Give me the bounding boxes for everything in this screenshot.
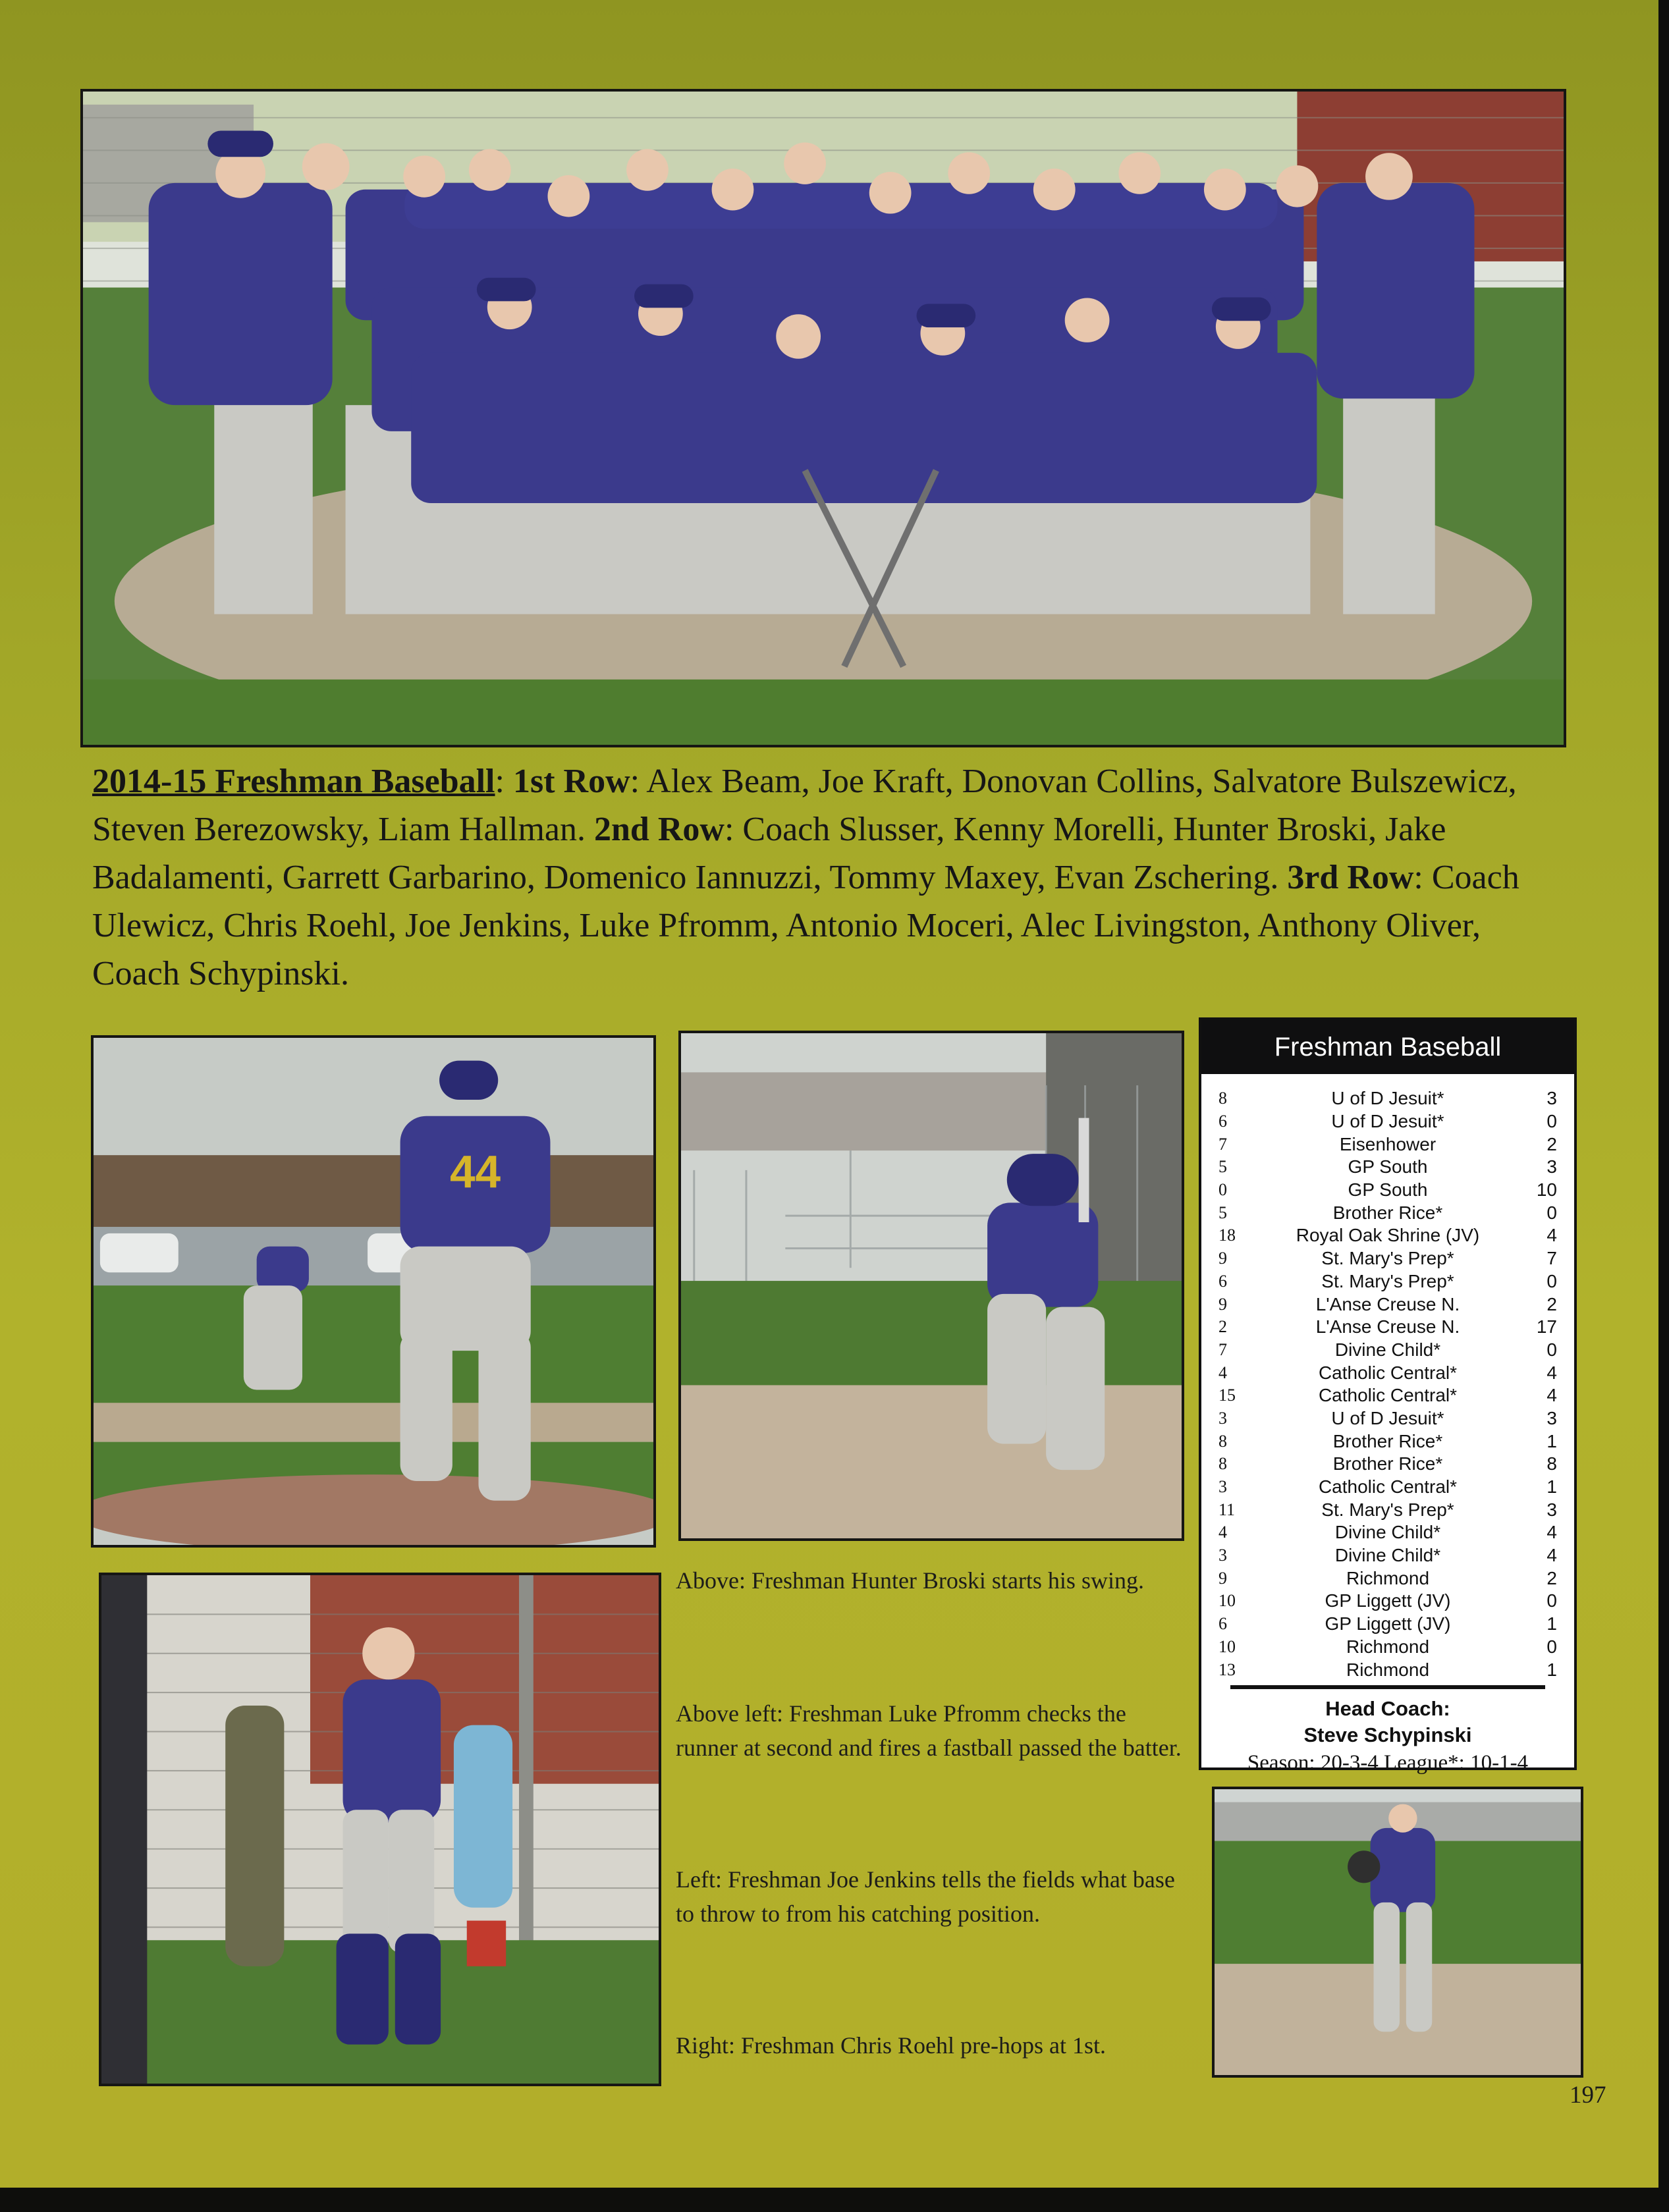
schedule-row (1218, 1544, 1557, 1567)
opponent-score: 0 (1546, 1111, 1557, 1132)
our-score: 6 (1218, 1112, 1227, 1131)
our-score: 8 (1218, 1454, 1227, 1474)
pitcher-photo-image (94, 1038, 653, 1545)
opponent-score: 4 (1546, 1385, 1557, 1406)
opponent-name: GP Liggett (JV) (1325, 1590, 1451, 1611)
opponent-name: Richmond (1346, 1636, 1430, 1657)
opponent-score: 2 (1546, 1567, 1557, 1588)
our-score: 15 (1218, 1386, 1236, 1405)
opponent-name: Royal Oak Shrine (JV) (1296, 1225, 1480, 1246)
opponent-name: L'Anse Creuse N. (1315, 1293, 1460, 1314)
opponent-score: 3 (1546, 1407, 1557, 1428)
team-roster-caption (92, 757, 1541, 998)
schedule-box (1199, 1017, 1577, 1775)
schedule-row (1218, 1636, 1557, 1659)
schedule-row (1218, 1498, 1557, 1521)
opponent-score: 4 (1546, 1522, 1557, 1543)
catcher-photo-image (101, 1575, 659, 2084)
caption-right: Right: Freshman Chris Roehl pre-hops at 1st. (676, 2032, 1106, 2059)
schedule-row (1218, 1521, 1557, 1544)
schedule-row (1218, 1658, 1557, 1681)
opponent-score: 1 (1546, 1613, 1557, 1634)
opponent-score: 1 (1546, 1430, 1557, 1451)
schedule-row (1218, 1476, 1557, 1499)
head-coach-label: Head Coach: (1325, 1696, 1450, 1720)
opponent-score: 1 (1546, 1659, 1557, 1680)
caption-title: 2014-15 Freshman Baseball (92, 763, 495, 800)
schedule-row (1218, 1224, 1557, 1247)
schedule-row (1218, 1339, 1557, 1362)
opponent-score: 17 (1536, 1316, 1557, 1337)
schedule-title: Freshman Baseball (1201, 1020, 1574, 1074)
jersey-number: 44 (449, 1146, 501, 1198)
catcher-photo (99, 1573, 661, 2086)
schedule-row (1218, 1201, 1557, 1224)
our-score: 0 (1218, 1180, 1227, 1200)
our-score: 13 (1218, 1659, 1236, 1679)
opponent-name: Divine Child* (1334, 1339, 1441, 1360)
our-score: 7 (1218, 1134, 1227, 1154)
schedule-row (1218, 1453, 1557, 1476)
our-score: 8 (1218, 1431, 1227, 1451)
caption-above-left: Above left: Freshman Luke Pfromm checks the runner at second and fires a fastball passed the batter. (676, 1700, 1182, 1761)
our-score: 3 (1218, 1477, 1227, 1497)
opponent-score: 0 (1546, 1590, 1557, 1611)
schedule-row (1218, 1567, 1557, 1590)
opponent-name: U of D Jesuit* (1331, 1407, 1444, 1428)
season-record: Season: 20-3-4 League*: 10-1-4 (1247, 1750, 1529, 1775)
opponent-score: 0 (1546, 1202, 1557, 1223)
schedule-row (1218, 1110, 1557, 1133)
opponent-score: 3 (1546, 1499, 1557, 1520)
opponent-name: St. Mary's Prep* (1321, 1248, 1454, 1269)
our-score: 4 (1218, 1362, 1227, 1382)
opponent-name: GP Liggett (JV) (1325, 1613, 1451, 1634)
schedule-row (1218, 1316, 1557, 1339)
batter-photo-image (681, 1033, 1182, 1538)
schedule-row (1218, 1156, 1557, 1179)
opponent-score: 4 (1546, 1225, 1557, 1246)
opponent-name: St. Mary's Prep* (1321, 1499, 1454, 1520)
row2-names: : Coach Slusser, Kenny Morelli, Hunter Broski, Jake Badalamenti, Garrett Garbarino, Domenico Iannuzzi, Tommy Maxey, Evan Zschering. (92, 811, 1446, 896)
schedule-row (1218, 1179, 1557, 1202)
our-score: 8 (1218, 1089, 1227, 1108)
our-score: 5 (1218, 1157, 1227, 1177)
first-base-photo-image (1215, 1789, 1581, 2075)
schedule-row (1218, 1590, 1557, 1613)
first-base-photo (1212, 1787, 1583, 2078)
opponent-name: Richmond (1346, 1567, 1430, 1588)
our-score: 10 (1218, 1591, 1236, 1611)
opponent-score: 3 (1546, 1088, 1557, 1109)
schedule-row (1218, 1430, 1557, 1453)
our-score: 9 (1218, 1294, 1227, 1314)
opponent-score: 0 (1546, 1636, 1557, 1657)
our-score: 6 (1218, 1614, 1227, 1634)
schedule-row (1218, 1247, 1557, 1270)
opponent-score: 3 (1546, 1156, 1557, 1177)
row3-names: : Coach Ulewicz, Chris Roehl, Joe Jenkins, Luke Pfromm, Antonio Moceri, Alec Livingston, Anthony Oliver, Coach Schypinski. (92, 859, 1519, 992)
opponent-name: U of D Jesuit* (1331, 1088, 1444, 1109)
schedule-row (1218, 1613, 1557, 1636)
schedule-rows (1201, 1074, 1574, 1681)
our-score: 10 (1218, 1636, 1236, 1656)
opponent-name: Brother Rice* (1332, 1453, 1443, 1474)
our-score: 11 (1218, 1499, 1236, 1519)
opponent-name: Brother Rice* (1332, 1202, 1443, 1223)
opponent-name: Divine Child* (1334, 1522, 1441, 1543)
team-photo-image (83, 92, 1564, 745)
our-score: 3 (1218, 1546, 1227, 1565)
opponent-score: 2 (1546, 1133, 1557, 1154)
opponent-name: L'Anse Creuse N. (1315, 1316, 1460, 1337)
our-score: 3 (1218, 1408, 1227, 1428)
schedule-row (1218, 1087, 1557, 1110)
page-number: 197 (1570, 2082, 1606, 2109)
our-score: 4 (1218, 1523, 1227, 1542)
schedule-row (1218, 1270, 1557, 1293)
row3-label: 3rd Row (1287, 859, 1414, 896)
caption-sep: : (495, 763, 513, 800)
opponent-score: 4 (1546, 1362, 1557, 1383)
our-score: 9 (1218, 1568, 1227, 1588)
batter-photo (678, 1031, 1184, 1541)
our-score: 6 (1218, 1271, 1227, 1291)
opponent-name: Richmond (1346, 1659, 1430, 1680)
opponent-score: 8 (1546, 1453, 1557, 1474)
row1-names: : Alex Beam, Joe Kraft, Donovan Collins, Salvatore Bulszewicz, Steven Berezowsky, Liam Hallman. (92, 763, 1517, 848)
opponent-score: 1 (1546, 1476, 1557, 1497)
opponent-name: GP South (1348, 1156, 1428, 1177)
team-photo (80, 89, 1566, 747)
opponent-name: U of D Jesuit* (1331, 1111, 1444, 1132)
schedule-divider (1230, 1685, 1545, 1689)
opponent-name: Brother Rice* (1332, 1430, 1443, 1451)
our-score: 18 (1218, 1226, 1236, 1245)
our-score: 5 (1218, 1202, 1227, 1222)
schedule-row (1218, 1384, 1557, 1407)
our-score: 2 (1218, 1317, 1227, 1337)
opponent-score: 10 (1536, 1179, 1557, 1200)
head-coach-name: Steve Schypinski (1303, 1723, 1472, 1746)
opponent-score: 0 (1546, 1270, 1557, 1291)
caption-above: Above: Freshman Hunter Broski starts his swing. (676, 1567, 1144, 1594)
opponent-score: 4 (1546, 1545, 1557, 1566)
opponent-name: Catholic Central* (1318, 1385, 1458, 1406)
schedule-row (1218, 1407, 1557, 1430)
caption-left: Left: Freshman Joe Jenkins tells the fields what base to throw to from his catching position. (676, 1866, 1175, 1927)
opponent-score: 0 (1546, 1339, 1557, 1360)
our-score: 7 (1218, 1339, 1227, 1359)
schedule-row (1218, 1133, 1557, 1156)
opponent-score: 7 (1546, 1248, 1557, 1269)
opponent-name: GP South (1348, 1179, 1428, 1200)
opponent-name: Eisenhower (1339, 1133, 1436, 1154)
row1-label: 1st Row (512, 763, 630, 800)
row2-label: 2nd Row (593, 811, 725, 848)
opponent-name: Catholic Central* (1318, 1362, 1458, 1383)
opponent-name: Catholic Central* (1318, 1476, 1458, 1497)
opponent-name: Divine Child* (1334, 1545, 1441, 1566)
our-score: 9 (1218, 1249, 1227, 1268)
opponent-score: 2 (1546, 1293, 1557, 1314)
pitcher-photo (91, 1035, 656, 1548)
opponent-name: St. Mary's Prep* (1321, 1270, 1454, 1291)
schedule-row (1218, 1293, 1557, 1316)
schedule-row (1218, 1361, 1557, 1384)
